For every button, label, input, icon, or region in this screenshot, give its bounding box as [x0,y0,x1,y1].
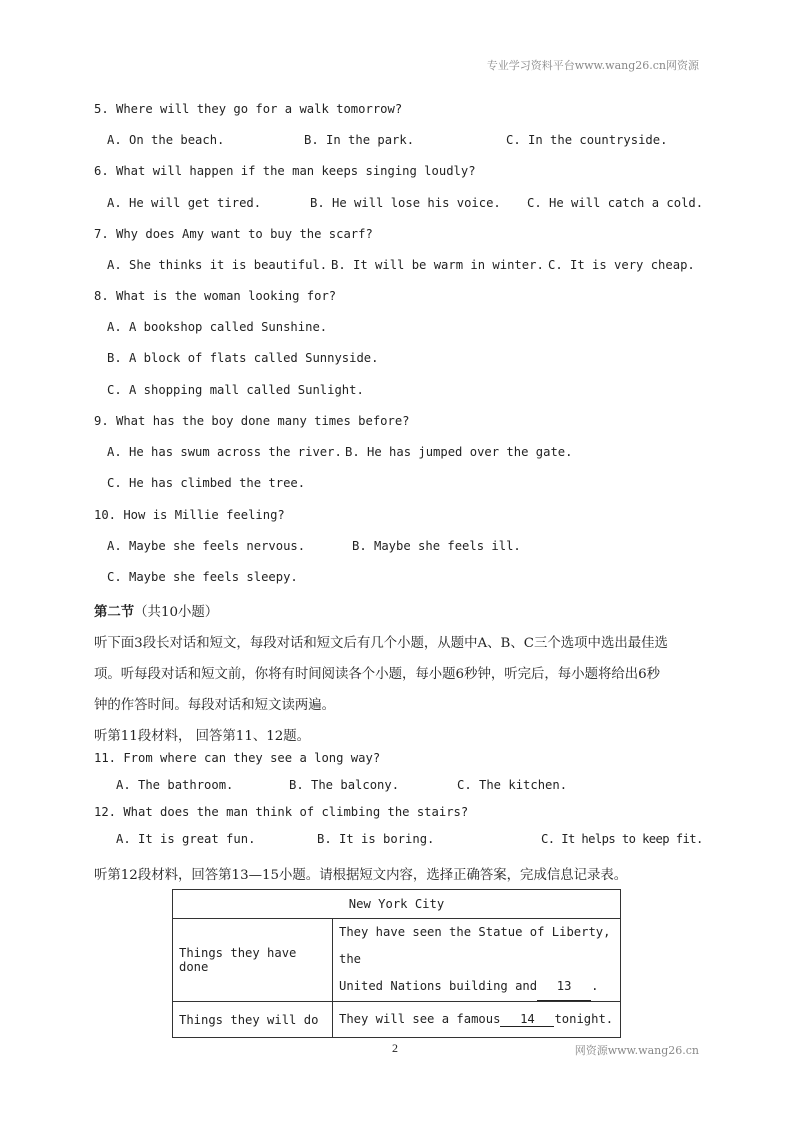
option-a: A. It is great fun. [116,832,256,846]
option-a: A. A bookshop called Sunshine. [107,320,328,334]
row-content-text: United Nations building and [339,979,538,993]
option-c: C. He has climbed the tree. [107,476,306,490]
answer-blank-14: 14 [500,1012,554,1027]
row-content-end: . [591,979,599,993]
instructions-line: 项。听每段对话和短文前，你将有时间阅读各个小题，每小题6秒钟，听完后，每小题将给出6秒 [94,667,661,682]
option-a: A. The bathroom. [116,778,234,792]
instructions-line: 钟的作答时间。每段对话和短文读两遍。 [94,698,336,713]
table-title: New York City [173,890,621,919]
option-c: C. He will catch a cold. [527,196,704,210]
section-title: 第二节 [94,604,135,620]
section-count: （共10小题） [134,605,219,620]
question-stem: 11. From where can they see a long way? [94,751,381,765]
info-record-table [172,889,621,1038]
question-stem: 5. Where will they go for a walk tomorrow? [94,102,403,116]
option-b: B. Maybe she feels ill. [352,539,521,553]
option-b: B. In the park. [304,133,415,147]
option-c: C. Maybe she feels sleepy. [107,570,298,584]
question-stem: 10. How is Millie feeling? [94,508,285,522]
row-content-text: They will see a famous [339,1012,501,1026]
question-stem: 7. Why does Amy want to buy the scarf? [94,227,373,241]
row-content-done [333,919,621,1002]
option-b: B. He has jumped over the gate. [345,445,573,459]
material-11-heading: 听第11段材料， 回答第11、12题。 [94,729,311,744]
question-stem: 12. What does the man think of climbing the stairs? [94,805,469,819]
question-stem: 6. What will happen if the man keeps singing loudly? [94,164,476,178]
option-c: C. A shopping mall called Sunlight. [107,383,364,397]
option-a: A. He will get tired. [107,196,262,210]
option-b: B. The balcony. [289,778,400,792]
option-a: A. On the beach. [107,133,225,147]
option-c: C. In the countryside. [506,133,668,147]
page-header-watermark: 专业学习资料平台www.wang26.cn网资源 [486,59,699,72]
row-label-todo: Things they will do [173,1002,333,1038]
row-content-todo [333,1002,621,1038]
option-c: C. The kitchen. [457,778,568,792]
row-content-line [339,973,614,1001]
option-b: B. It will be warm in winter. [331,258,544,272]
option-b: B. A block of flats called Sunnyside. [107,351,379,365]
option-a: A. He has swum across the river. [107,445,342,459]
page-number: 2 [392,1041,398,1055]
option-c: C. It helps to keep fit. [541,832,703,846]
row-content-end: tonight. [554,1012,614,1026]
question-stem: 9. What has the boy done many times before? [94,414,410,428]
option-b: B. It is boring. [317,832,435,846]
option-c: C. It is very cheap. [548,258,695,272]
option-b: B. He will lose his voice. [310,196,501,210]
row-label-done: Things they have done [173,919,333,1002]
material-12-heading: 听第12段材料，回答第13—15小题。请根据短文内容，选择正确答案，完成信息记录表。 [94,868,628,883]
answer-blank-13: 13 [537,973,591,1001]
option-a: A. Maybe she feels nervous. [107,539,306,553]
question-stem: 8. What is the woman looking for? [94,289,337,303]
instructions-line: 听下面3段长对话和短文，每段对话和短文后有几个小题，从题中A、B、C三个选项中选出最佳选 [94,636,668,651]
option-a: A. She thinks it is beautiful. [107,258,328,272]
section-heading [94,601,218,620]
row-content-line: They have seen the Statue of Liberty, the [339,925,611,966]
footer-watermark: 网资源www.wang26.cn [574,1044,699,1057]
